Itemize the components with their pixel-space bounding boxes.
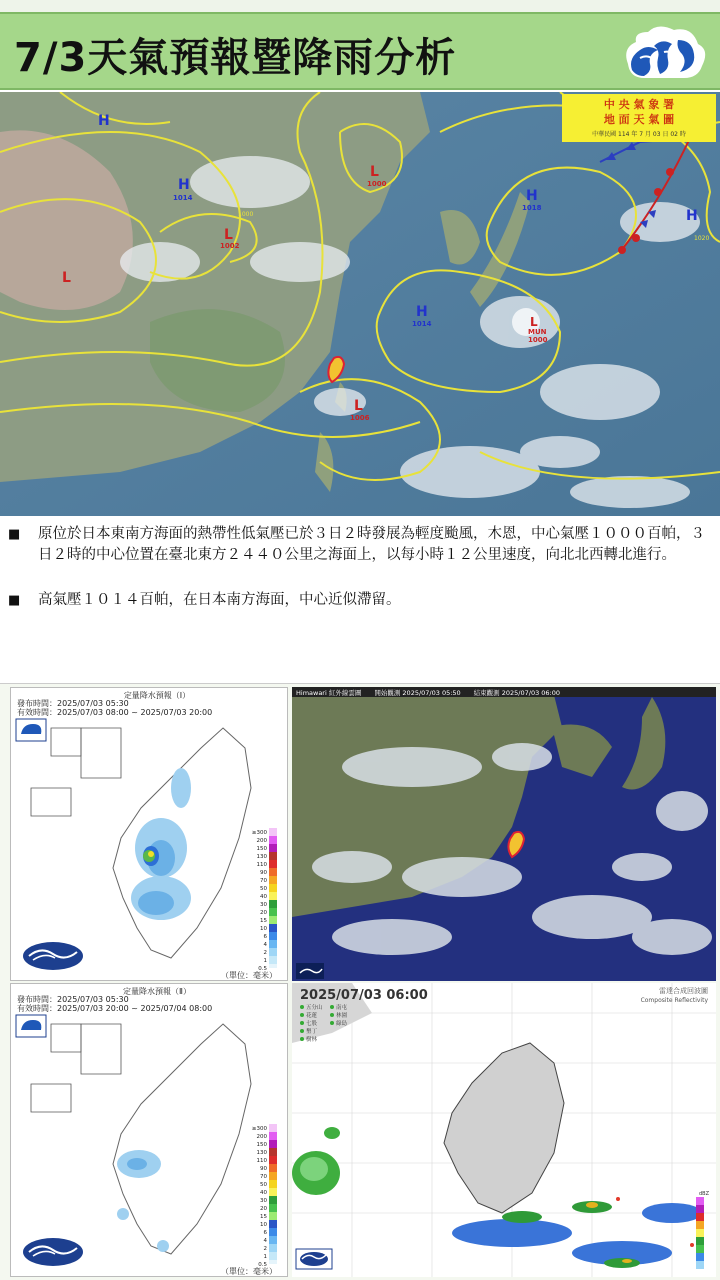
- radar-image: [292, 983, 716, 1277]
- slide-header: [0, 12, 720, 90]
- svg-text:110: 110: [256, 1158, 267, 1164]
- svg-text:4: 4: [263, 942, 267, 948]
- svg-text:1: 1: [263, 1254, 267, 1260]
- svg-text:50: 50: [260, 1182, 267, 1188]
- satellite-image: [292, 687, 716, 981]
- color-scale: [269, 1124, 277, 1264]
- svg-text:6: 6: [263, 1230, 267, 1236]
- svg-text:≥300: ≥300: [251, 830, 267, 836]
- unit-label: （單位：毫米）: [221, 1267, 277, 1276]
- pressure-value: 1000: [367, 180, 387, 188]
- typhoon-name: MUN: [528, 328, 547, 336]
- isobar-label: 1000: [238, 211, 254, 218]
- high-label: H: [526, 188, 538, 204]
- stamp-line-1: 中 央 氣 象 署: [603, 98, 675, 111]
- svg-text:20: 20: [260, 1206, 267, 1212]
- cwa-logo-icon: [23, 942, 83, 970]
- radar-title-en: Composite Reflectivity: [640, 997, 708, 1004]
- svg-text:30: 30: [260, 1198, 267, 1204]
- surface-weather-map: [0, 92, 720, 516]
- svg-text:≥300: ≥300: [251, 1126, 267, 1132]
- cwa-logo-icon: [618, 20, 710, 86]
- svg-text:0.5: 0.5: [258, 1262, 267, 1268]
- pressure-value: 1018: [522, 204, 542, 212]
- svg-text:200: 200: [256, 1134, 267, 1140]
- pressure-value: 1014: [412, 320, 432, 328]
- svg-text:10: 10: [260, 926, 267, 932]
- svg-text:4: 4: [263, 1238, 267, 1244]
- radar-title: 雷達合成回波圖: [659, 987, 708, 995]
- cwa-logo-icon: [23, 1238, 83, 1266]
- rain-forecast-map-1: [10, 687, 288, 981]
- qpf-valid-time: 有效時間：2025/07/03 20:00 ~ 2025/07/04 08:00: [17, 1004, 213, 1013]
- bullet-marker: ■: [8, 593, 21, 608]
- svg-text:130: 130: [256, 854, 267, 860]
- typhoon-pressure: 1000: [528, 336, 548, 344]
- bullet-text: 原位於日本東南方海面的熱帶性低氣壓已於３日２時發展為輕度颱風，木恩，中心氣壓１０００百帕，３日２時的中心位置在臺北東方２４４０公里之海面上，以每小時１２公里速度，向北北西轉北進行。: [38, 526, 705, 563]
- analysis-text: [0, 516, 720, 684]
- svg-text:30: 30: [260, 902, 267, 908]
- low-label: L: [530, 315, 538, 329]
- qpf-valid-time: 有效時間：2025/07/03 08:00 ~ 2025/07/03 20:00: [17, 708, 213, 717]
- pressure-value: 1002: [220, 242, 240, 250]
- svg-text:6: 6: [263, 934, 267, 940]
- svg-text:200: 200: [256, 838, 267, 844]
- svg-text:40: 40: [260, 894, 267, 900]
- svg-text:五分山: 五分山: [306, 1005, 323, 1011]
- qpf-title: 定量降水預報（Ⅱ）: [123, 987, 191, 996]
- svg-text:七股: 七股: [306, 1021, 318, 1027]
- isobar-label: 1020: [694, 235, 710, 242]
- rain-forecast-map-2: [10, 983, 288, 1277]
- svg-text:墾丁: 墾丁: [306, 1029, 318, 1035]
- svg-text:150: 150: [256, 846, 267, 852]
- svg-text:花蓮: 花蓮: [306, 1013, 318, 1019]
- cwa-logo-icon: [296, 1249, 332, 1269]
- svg-text:dBZ: dBZ: [698, 1191, 710, 1197]
- top-strip: [0, 0, 720, 12]
- svg-text:樹林: 樹林: [306, 1037, 318, 1043]
- svg-text:1: 1: [263, 958, 267, 964]
- svg-text:110: 110: [256, 862, 267, 868]
- svg-text:150: 150: [256, 1142, 267, 1148]
- qpf-issue-time: 發布時間：2025/07/03 05:30: [17, 699, 129, 708]
- high-label: H: [686, 208, 698, 224]
- svg-text:綠島: 綠島: [336, 1021, 348, 1027]
- color-scale: [269, 828, 277, 968]
- high-label: H: [178, 177, 190, 193]
- svg-text:0.5: 0.5: [258, 966, 267, 972]
- svg-text:2: 2: [263, 950, 267, 956]
- high-label: H: [98, 113, 110, 129]
- radar-timestamp: 2025/07/03 06:00: [300, 988, 428, 1003]
- low-label: L: [62, 270, 71, 286]
- low-label: L: [370, 164, 379, 180]
- svg-text:130: 130: [256, 1150, 267, 1156]
- bullet-text: 高氣壓１０１４百帕，在日本南方海面，中心近似滯留。: [38, 592, 401, 608]
- high-label: H: [416, 304, 428, 320]
- svg-text:40: 40: [260, 1190, 267, 1196]
- stamp-line-3: 中華民國 114 年 7 月 03 日 02 時: [592, 131, 686, 138]
- satellite-header: Himawari 紅外線雲圖 開始觀測 2025/07/03 05:50 結束觀測 2025/07/03 06:00: [296, 689, 561, 697]
- pressure-value: 1006: [350, 414, 370, 422]
- svg-text:2: 2: [263, 1246, 267, 1252]
- svg-text:15: 15: [260, 918, 267, 924]
- low-label: L: [354, 398, 363, 414]
- pressure-value: 1014: [173, 194, 193, 202]
- svg-text:10: 10: [260, 1222, 267, 1228]
- svg-text:南屯: 南屯: [336, 1005, 348, 1011]
- qpf-issue-time: 發布時間：2025/07/03 05:30: [17, 995, 129, 1004]
- svg-text:70: 70: [260, 878, 267, 884]
- svg-text:林園: 林園: [336, 1013, 348, 1019]
- svg-text:90: 90: [260, 1166, 267, 1172]
- stamp-line-2: 地 面 天 氣 圖: [603, 113, 675, 126]
- svg-text:15: 15: [260, 1214, 267, 1220]
- cwa-logo-icon: [296, 963, 324, 979]
- qpf-title: 定量降水預報（Ⅰ）: [123, 691, 191, 700]
- surface-map-graphic: [0, 92, 720, 516]
- unit-label: （單位：毫米）: [221, 971, 277, 980]
- svg-text:50: 50: [260, 886, 267, 892]
- svg-text:70: 70: [260, 1174, 267, 1180]
- page-title: 7/3天氣預報暨降雨分析: [14, 35, 457, 81]
- svg-text:20: 20: [260, 910, 267, 916]
- low-label: L: [224, 227, 233, 243]
- bullet-marker: ■: [8, 527, 21, 542]
- svg-text:90: 90: [260, 870, 267, 876]
